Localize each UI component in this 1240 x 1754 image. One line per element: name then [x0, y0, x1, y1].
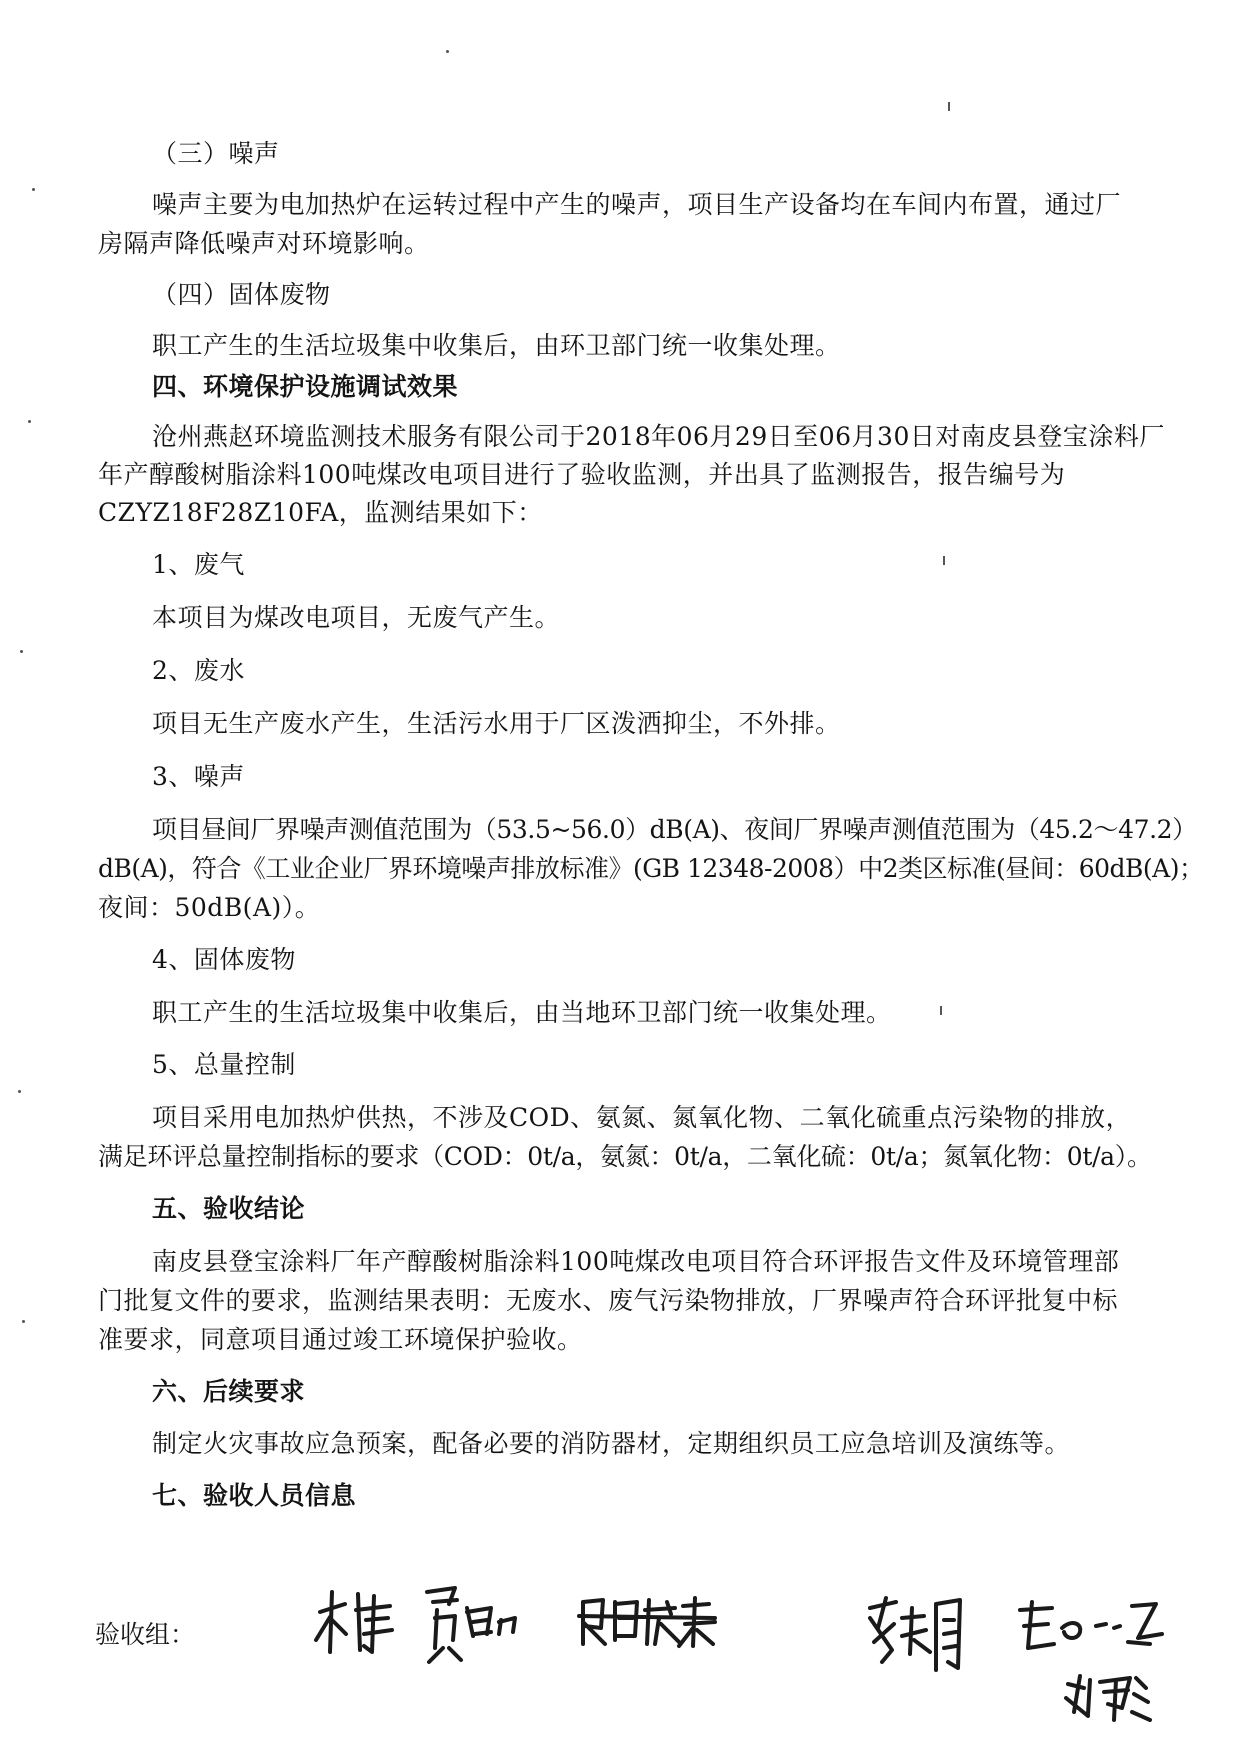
item-heading-noise: 3、噪声 — [152, 762, 245, 791]
paragraph-noise-result-line-2: dB(A)，符合《工业企业厂界环境噪声排放标准》(GB 12348-2008）中2类区标准(昼间：60dB(A)； — [98, 854, 1204, 883]
paragraph-conclusion-line-1: 南皮县登宝涂料厂年产醇酸树脂涂料100吨煤改电项目符合环评报告文件及环境管理部 — [152, 1247, 1120, 1276]
paragraph-conclusion-line-2: 门批复文件的要求，监测结果表明：无废水、废气污染物排放，厂界噪声符合环评批复中标 — [98, 1286, 1119, 1315]
signature-label: 验收组： — [95, 1620, 196, 1649]
paragraph-wastewater: 项目无生产废水产生，生活污水用于厂区泼洒抑尘，不外排。 — [152, 709, 841, 738]
signature-3 — [575, 1588, 725, 1658]
scan-speck — [943, 556, 945, 565]
paragraph-exhaust: 本项目为煤改电项目，无废气产生。 — [152, 603, 561, 632]
paragraph-monitoring-line-2: 年产醇酸树脂涂料100吨煤改电项目进行了验收监测，并出具了监测报告，报告编号为 — [98, 460, 1066, 489]
paragraph-solid-waste: 职工产生的生活垃圾集中收集后，由环卫部门统一收集处理。 — [152, 331, 841, 360]
paragraph-noise-line-1: 噪声主要为电加热炉在运转过程中产生的噪声，项目生产设备均在车间内布置，通过厂 — [152, 190, 1122, 219]
paragraph-follow-up: 制定火灾事故应急预案，配备必要的消防器材，定期组织员工应急培训及演练等。 — [152, 1429, 1071, 1458]
subsection-heading-noise: （三）噪声 — [152, 139, 280, 168]
section-heading-7: 七、验收人员信息 — [152, 1481, 357, 1510]
paragraph-solid-waste-result: 职工产生的生活垃圾集中收集后，由当地环卫部门统一收集处理。 — [152, 998, 892, 1027]
paragraph-total-control-line-2: 满足环评总量控制指标的要求（COD：0t/a，氨氮：0t/a，二氧化硫：0t/a；氮氧化物：0t/a）。 — [98, 1142, 1152, 1171]
scan-speck — [18, 1090, 21, 1093]
item-heading-total-control: 5、总量控制 — [152, 1050, 296, 1079]
paragraph-noise-result-line-3: 夜间：50dB(A)）。 — [98, 893, 321, 922]
section-heading-5: 五、验收结论 — [152, 1194, 306, 1223]
subsection-heading-solid-waste: （四）固体废物 — [152, 280, 331, 309]
paragraph-monitoring-line-1: 沧州燕赵环境监测技术服务有限公司于2018年06月29日至06月30日对南皮县登宝涂料厂 — [152, 422, 1165, 451]
scan-speck — [948, 102, 950, 111]
signature-4 — [860, 1590, 970, 1680]
item-heading-solid-waste: 4、固体废物 — [152, 945, 296, 974]
signature-1 — [310, 1582, 400, 1662]
scan-speck — [20, 650, 23, 653]
paragraph-conclusion-line-3: 准要求，同意项目通过竣工环境保护验收。 — [98, 1325, 583, 1354]
scan-speck — [446, 50, 449, 53]
signature-5 — [1010, 1598, 1170, 1658]
paragraph-noise-line-2: 房隔声降低噪声对环境影响。 — [98, 229, 430, 258]
section-heading-6: 六、后续要求 — [152, 1377, 306, 1406]
paragraph-noise-result-line-1: 项目昼间厂界噪声测值范围为（53.5~56.0）dB(A)、夜间厂界噪声测值范围为（45.2～47.2） — [152, 815, 1197, 844]
item-heading-wastewater: 2、废水 — [152, 656, 245, 685]
section-heading-4: 四、环境保护设施调试效果 — [152, 372, 459, 401]
item-heading-exhaust: 1、废气 — [152, 550, 245, 579]
signature-2 — [415, 1578, 525, 1668]
signature-6 — [1060, 1668, 1160, 1728]
scan-speck — [28, 420, 31, 423]
scan-speck — [32, 188, 35, 191]
scan-speck — [940, 1006, 942, 1015]
paragraph-monitoring-line-3: CZYZ18F28Z10FA，监测结果如下： — [98, 498, 543, 527]
paragraph-total-control-line-1: 项目采用电加热炉供热，不涉及COD、氨氮、氮氧化物、二氧化硫重点污染物的排放， — [152, 1103, 1132, 1132]
scan-speck — [22, 1320, 25, 1323]
